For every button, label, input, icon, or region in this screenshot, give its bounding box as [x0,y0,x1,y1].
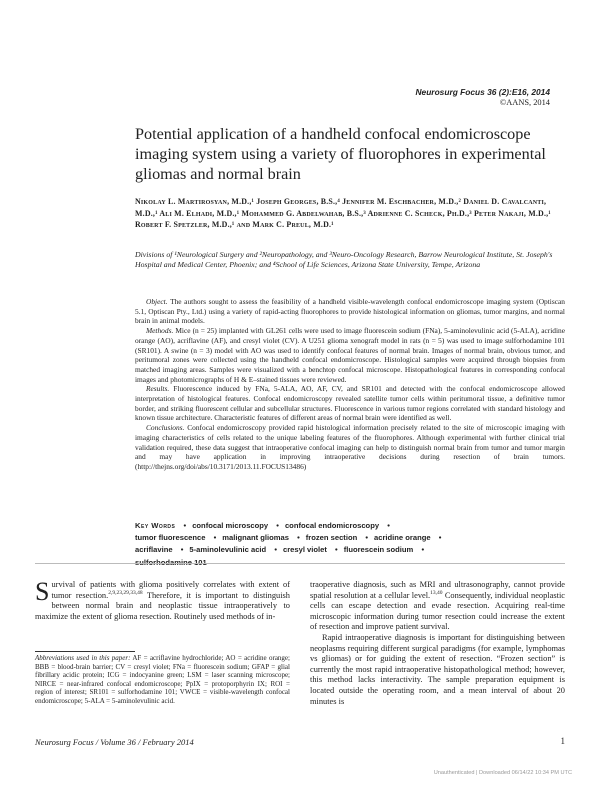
download-stamp: Unauthenticated | Downloaded 06/14/22 10:34 PM UTC [433,770,572,776]
keyword: malignant gliomas [222,533,289,543]
keyword: 5-aminolevulinic acid [189,545,267,555]
author-list: Nikolay L. Martirosyan, M.D.,¹ Joseph Georges, B.S.,⁴ Jennifer M. Eschbacher, M.D.,² Daniel D. Cavalcanti, M.D.,¹ Ali M. Elhadi, M.D.,¹ Mohammed G. Abdelwahab, B.S.,³ Adrienne C. Scheck, Ph.D.,³ Peter Nakaji, M.D.,¹ Robert F. Spetzler, M.D.,¹ and Mark C. Preul, M.D.¹ [135,197,551,230]
abstract-methods: Methods. Mice (n = 25) implanted with GL261 cells were used to image fluorescein sodium (FNa), 5-aminolevulinic acid (5-ALA), acridine orange (AO), acriflavine (AF), and cresyl violet (CV). A U251 glioma xenograft model in rats (n = 5) was used to image sulforhodamine 101 (SR101). A swine (n = 3) model with AO was used to identify confocal features of normal brain. Images of normal brain, obvious tumor, and peritumoral zones were collected using the handheld confocal endomicroscope. Histological samples were acquired through biopsies from matched imaging areas. Samples were visualized with a benchtop confocal microscope. Histopathological features in corresponding confocal images and photomicrographs of H & E–stained tissues were reviewed. [135,326,565,384]
copyright: ©AANS, 2014 [499,98,550,107]
keyword: cresyl violet [282,545,327,555]
abstract-results: Results. Fluorescence induced by FNa, 5-ALA, AO, AF, CV, and SR101 and detected with the confocal endomicroscope allowed interpretation of histological features. Confocal endomicroscopy revealed satellite tumor cells within peritumoral tissue, a definitive tumor border, and striking fluorescent cellular and subcellular structures. Fluorescence in various tumor regions correlated with standard histology and known tissue architecture. Characteristic features of different areas of normal brain were identified as well. [135,384,565,423]
abstract-object: Object. The authors sought to assess the feasibility of a handheld visible-wavelength confocal endomicroscope imaging system (Optiscan 5.1, Optiscan Pty., Ltd.) using a variety of rapid-acting fluorophores to provide histological information on gliomas, tumor margins, and normal brain in animal models. [135,297,565,326]
footnote-divider [35,651,135,652]
body-left-column: Survival of patients with glioma positively correlates with extent of tumor resection.$^{2,9,23,29,33,48}$ Therefore, it is important to distinguish between normal brain and neoplastic tissue intraoperatively to maximize the extent of glioma resection. Routinely used methods of in- [35,577,290,621]
doi-link[interactable]: (http://thejns.org/doi/abs/10.3171/2013.11.FOCUS13486) [135,461,307,471]
keyword: frozen section [305,533,358,543]
keyword: tumor fluorescence [135,533,206,543]
page-number: 1 [560,736,565,746]
keywords: Key Words • confocal microscopy • confocal endomicroscopy • tumor fluorescence • malignant gliomas • frozen section • acridine orange • acriflavine • 5-aminolevulinic acid • cresyl violet • fluorescein sodium • [135,520,565,569]
keywords-label: Key Words [135,521,176,530]
abstract-conclusions: Conclusions. Confocal endomicroscopy provided rapid histological information precisely related to the site of microscopic imaging with imaging characteristics of cells related to the unique labeling features of the fluorophores. Although experimental with further clinical trial validation required, these data suggest that intraoperative confocal imaging can help to distinguish normal brain from tumor and tumor margin and may have application in improving intraoperative decisions during resection of brain tumors. (http://thejns.org/doi/abs/10.3171/2013.11.FOCUS13486) [135,423,565,471]
journal-citation: Neurosurg Focus 36 (2):E16, 2014 [415,87,550,97]
keyword: acriflavine [135,545,173,555]
keyword: acridine orange [374,533,431,543]
abstract [135,297,565,472]
footer-journal: Neurosurg Focus / Volume 36 / February 2014 [35,737,194,747]
body-paragraph: Rapid intraoperative diagnosis is important for distinguishing between neoplasms requiring different surgical paradigms (for example, lymphomas vs gliomas) or for guiding the extent of resection. “Frozen section” is currently the most rapid intraoperative histopathological method; however, this method lacks interactivity. The sample preparation equipment is located outside the operating room, and a mean interval of about 20 minutes is [310,632,565,706]
affiliations: Divisions of ¹Neurological Surgery and ²Neuropathology, and ³Neuro-Oncology Research, Barrow Neurological Institute, St. Joseph's Hospital and Medical Center, Phoenix; and ⁴School of Life Sciences, Arizona State University, Tempe, Arizona [135,250,553,270]
keyword: fluorescein sodium [343,545,414,555]
keyword: confocal microscopy [192,521,269,530]
drop-cap: S [35,577,50,606]
body-right-column: traoperative diagnosis, such as MRI and ultrasonography, cannot provide spatial resolution at a cellular level.$^{13,40}$ Consequently, individual neoplastic cells can escape detection and evade resection. Acquiring real-time microscopic information during tumor resection could increase the extent of resection and improve patient survival. Rapid intraoperative diagnosis is important for distinguishing between neoplasms requiring different surgical paradigms (for example, lymphomas vs gliomas) or for guiding the extent of resection. “Frozen section” is currently the most rapid intraoperative histopathological method; however, this method lacks interactivity. The sample preparation equipment is located outside the operating room, and a mean interval of about 20 minutes is [310,580,565,706]
article-title: Potential application of a handheld confocal endomicroscope imaging system using a variety of fluorophores in experimental gliomas and normal brain [135,125,546,183]
abbreviations-footnote: Abbreviations used in this paper: AF = acriflavine hydrochloride; AO = acridine orange; BBB = blood-brain barrier; CV = cresyl violet; FNa = fluorescein sodium; GFAP = glial fibrillary acidic protein; ICG = indocyanine green; LSM = laser scanning microscope; NIRCE = near-infrared confocal endomicroscope; PpIX = protoporphyrin IX; ROI = region of interest; SR101 = sulforhodamine 101; VWCE = visible-wavelength confocal endomicroscope; 5-ALA = 5-aminolevulinic acid. [35,654,290,705]
keyword: confocal endomicroscopy [284,521,380,530]
journal-citation-block [415,87,550,108]
section-divider [35,563,565,564]
